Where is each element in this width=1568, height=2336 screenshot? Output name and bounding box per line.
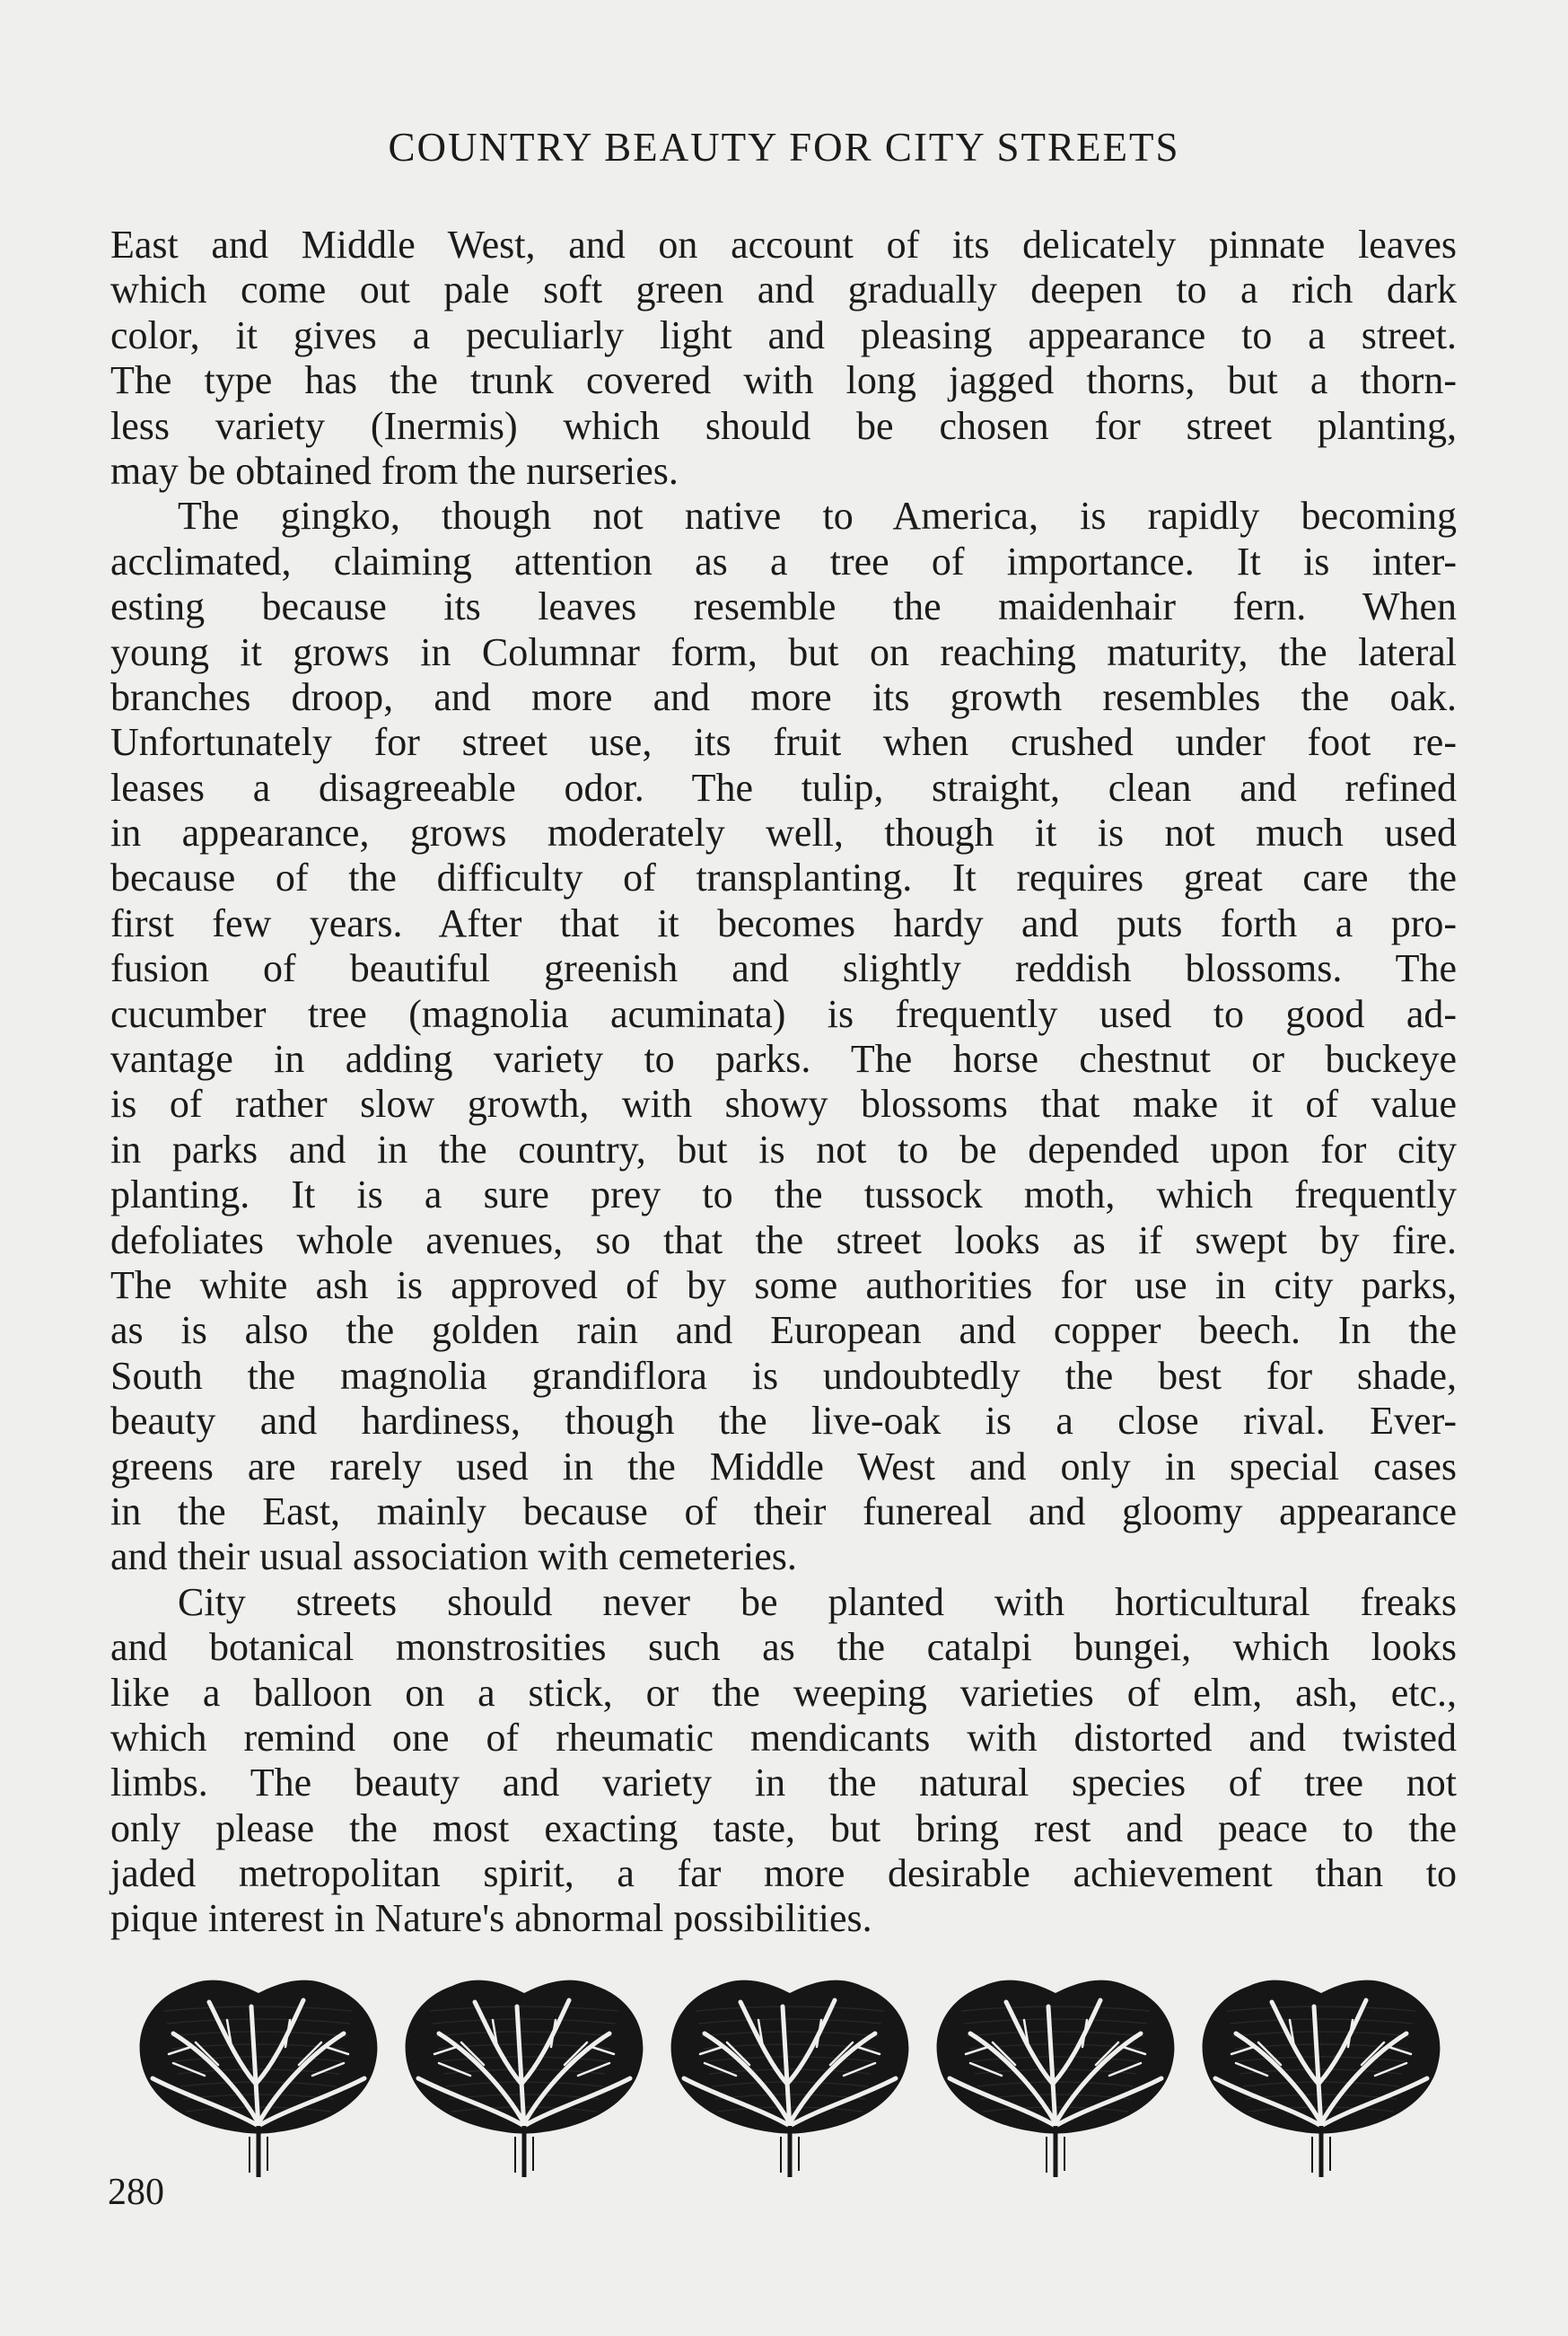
text-line: cucumber tree (magnolia acuminata) is frequently used to good ad-: [110, 991, 1457, 1036]
text-line: because of the difficulty of transplanting. It requires great care the: [110, 856, 1457, 900]
text-line: first few years. After that it becomes hardy and puts forth a pro-: [110, 900, 1457, 945]
text-line: fusion of beautiful greenish and slightly reddish blossoms. The: [110, 946, 1457, 991]
text-line: South the magnolia grandiflora is undoubtedly the best for shade,: [110, 1353, 1457, 1398]
text-line: defoliates whole avenues, so that the street looks as if swept by fire.: [110, 1217, 1457, 1262]
text-line: Unfortunately for street use, its fruit when crushed under foot re-: [110, 720, 1457, 765]
text-line: and botanical monstrosities such as the catalpi bungei, which looks: [110, 1625, 1457, 1670]
text-line: color, it gives a peculiarly light and pleasing appearance to a street.: [110, 312, 1457, 357]
text-line: and their usual association with cemeteries.: [110, 1534, 797, 1579]
text-line: The white ash is approved of by some authorities for use in city parks,: [110, 1262, 1457, 1307]
leaf-ornament-icon: [671, 1980, 909, 2177]
text-line: in appearance, grows moderately well, though it is not much used: [110, 811, 1457, 856]
text-line: esting because its leaves resemble the maidenhair fern. When: [110, 584, 1457, 629]
text-line: planting. It is a sure prey to the tussock moth, which frequently: [110, 1172, 1457, 1217]
text-line: The gingko, though not native to America, is rapidly becoming: [178, 494, 1457, 539]
text-line: limbs. The beauty and variety in the natural species of tree not: [110, 1761, 1457, 1805]
text-line: East and Middle West, and on account of its delicately pinnate leaves: [110, 223, 1457, 267]
text-line: beauty and hardiness, though the live-oak is a close rival. Ever-: [110, 1399, 1457, 1444]
text-line: less variety (Inermis) which should be chosen for street planting,: [110, 403, 1457, 448]
text-line: pique interest in Nature's abnormal possibilities.: [110, 1896, 872, 1941]
text-line: which come out pale soft green and gradually deepen to a rich dark: [110, 268, 1457, 312]
leaf-ornament-icon: [937, 1980, 1175, 2177]
text-line: branches droop, and more and more its growth resembles the oak.: [110, 674, 1457, 719]
text-line: only please the most exacting taste, but bring rest and peace to the: [110, 1805, 1457, 1850]
text-line: in the East, mainly because of their funereal and gloomy appearance: [110, 1489, 1457, 1533]
text-line: like a balloon on a stick, or the weeping varieties of elm, ash, etc.,: [110, 1670, 1457, 1715]
text-line: vantage in adding variety to parks. The horse chestnut or buckeye: [110, 1037, 1457, 1082]
text-line: jaded metropolitan spirit, a far more desirable achievement than to: [110, 1851, 1457, 1896]
text-line: acclimated, claiming attention as a tree of importance. It is inter-: [110, 539, 1457, 584]
leaf-ornament-icon: [140, 1980, 378, 2177]
text-line: leases a disagreeable odor. The tulip, straight, clean and refined: [110, 765, 1457, 810]
paragraph: [110, 494, 1457, 1579]
text-line: is of rather slow growth, with showy blossoms that make it of value: [110, 1082, 1457, 1127]
text-line: The type has the trunk covered with long jagged thorns, but a thorn-: [110, 358, 1457, 403]
text-line: may be obtained from the nurseries.: [110, 448, 679, 493]
page-number: 280: [108, 2172, 164, 2213]
text-line: as is also the golden rain and European and copper beech. In the: [110, 1308, 1457, 1353]
leaf-ornament-icon: [406, 1980, 644, 2177]
running-head: COUNTRY BEAUTY FOR CITY STREETS: [388, 125, 1180, 170]
body-text: [110, 223, 1457, 1942]
text-line: young it grows in Columnar form, but on reaching maturity, the lateral: [110, 629, 1457, 674]
text-line: which remind one of rheumatic mendicants with distorted and twisted: [110, 1715, 1457, 1760]
leaf-ornament-band: [126, 1957, 1454, 2182]
paragraph: [110, 1580, 1457, 1942]
text-line: in parks and in the country, but is not to be depended upon for city: [110, 1127, 1457, 1172]
leaf-ornament-icon: [1203, 1980, 1441, 2177]
text-line: greens are rarely used in the Middle West and only in special cases: [110, 1444, 1457, 1489]
paragraph: [110, 223, 1457, 494]
text-line: City streets should never be planted with horticultural freaks: [178, 1579, 1457, 1624]
